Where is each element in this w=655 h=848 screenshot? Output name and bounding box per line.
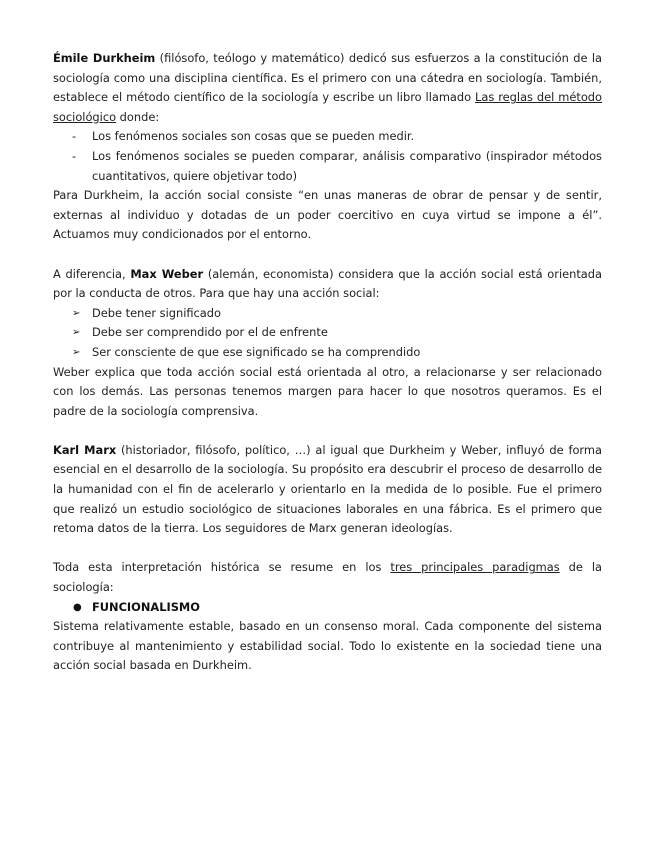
- weber-lead-text: A diferencia,: [53, 266, 131, 281]
- dash-marker: -: [72, 148, 77, 163]
- list-item: [53, 304, 602, 324]
- funcionalismo-heading: FUNCIONALISMO: [92, 599, 200, 614]
- weber-intro-paragraph: [53, 265, 602, 304]
- durkheim-closing-paragraph: Para Durkheim, la acción social consiste “en unas maneras de obrar de pensar y de sentir, externas al individuo y dotadas de un poder coercitivo en cuya virtud se impone a él”. Actuamos muy condicionados por el entorno.: [53, 188, 602, 242]
- durkheim-intro-text: (filósofo, teólogo y matemático) dedicó sus esfuerzos a la constitución de la sociología como una disciplina científica. Es el primero con una cátedra en sociología. También, establece el método científico de la sociología y escribe un libro llamado: [53, 51, 603, 105]
- dash-marker: -: [72, 129, 77, 144]
- weber-intro-text: (alemán, economista) considera que la acción social está orientada por la conducta de otros. Para que hay una acción social:: [53, 266, 602, 301]
- durkheim-intro-end: donde:: [116, 109, 160, 124]
- arrow-bullet-icon: ➢: [72, 346, 81, 358]
- list-item: [53, 598, 602, 618]
- durkheim-name: Émile Durkheim: [53, 51, 156, 65]
- list-item: [53, 323, 602, 343]
- list-item-text: Los fenómenos sociales son cosas que se pueden medir.: [92, 129, 415, 144]
- marx-section: [53, 441, 602, 539]
- list-item-text: Los fenómenos sociales se pueden comparar, análisis comparativo (inspirador métodos cuantitativos, quiere objetivar todo): [92, 148, 602, 183]
- list-item-text: Debe ser comprendido por el de enfrente: [92, 325, 328, 340]
- weber-closing-paragraph: Weber explica que toda acción social está orientada al otro, a relacionarse y ser relacionado con los demás. Las personas tenemos margen para hacer lo que nosotros queramos. Es el padre de la sociología comprensiva.: [53, 364, 602, 418]
- paragraph-spacer: [53, 421, 602, 441]
- paradigms-bullet-list: [53, 598, 602, 618]
- paragraph-spacer: [53, 245, 602, 265]
- funcionalismo-paragraph: Sistema relativamente estable, basado en un consenso moral. Cada componente del sistema contribuye al mantenimiento y estabilidad social. Todo lo existente en la sociedad tiene una acción social basada en Durkheim.: [53, 619, 602, 673]
- durkheim-bullet-list: [53, 127, 602, 186]
- paradigms-section: [53, 558, 602, 676]
- paragraph-spacer: [53, 539, 602, 559]
- marx-text: (historiador, filósofo, político, …) al igual que Durkheim y Weber, influyó de forma esencial en el desarrollo de la sociología. Su propósito era descubrir el proceso de desarrollo de la humanidad con el fin de acelerarlo y orientarlo en la medida de lo posible. Fue el primero que realizó un estudio sociológico de situaciones laborales en una fábrica. Es el primero que retoma datos de la tierra. Los seguidores de Marx generan ideologías.: [53, 442, 602, 536]
- weber-bullet-list: [53, 304, 602, 363]
- paradigms-intro-end: de la sociología:: [53, 560, 602, 595]
- paradigms-link: tres principales paradigmas: [390, 560, 560, 575]
- book-title-link: Las reglas del método sociológico: [53, 90, 602, 124]
- list-item-text: Ser consciente de que ese significado se ha comprendido: [92, 344, 421, 359]
- list-item: [53, 127, 602, 147]
- arrow-bullet-icon: ➢: [72, 307, 81, 319]
- weber-name: Max Weber: [130, 266, 204, 281]
- durkheim-section: [53, 49, 602, 245]
- bullet-dot-icon: ●: [73, 601, 82, 613]
- paradigms-intro-text: Toda esta interpretación histórica se resume en los: [53, 560, 391, 575]
- marx-name: Karl Marx: [53, 442, 117, 457]
- paradigms-intro-paragraph: [53, 558, 602, 597]
- marx-paragraph: [53, 441, 602, 539]
- arrow-bullet-icon: ➢: [72, 327, 81, 339]
- durkheim-intro-paragraph: [53, 49, 602, 127]
- weber-section: [53, 265, 602, 422]
- list-item: [53, 147, 602, 186]
- list-item-text: Debe tener significado: [92, 305, 221, 320]
- list-item: [53, 343, 602, 363]
